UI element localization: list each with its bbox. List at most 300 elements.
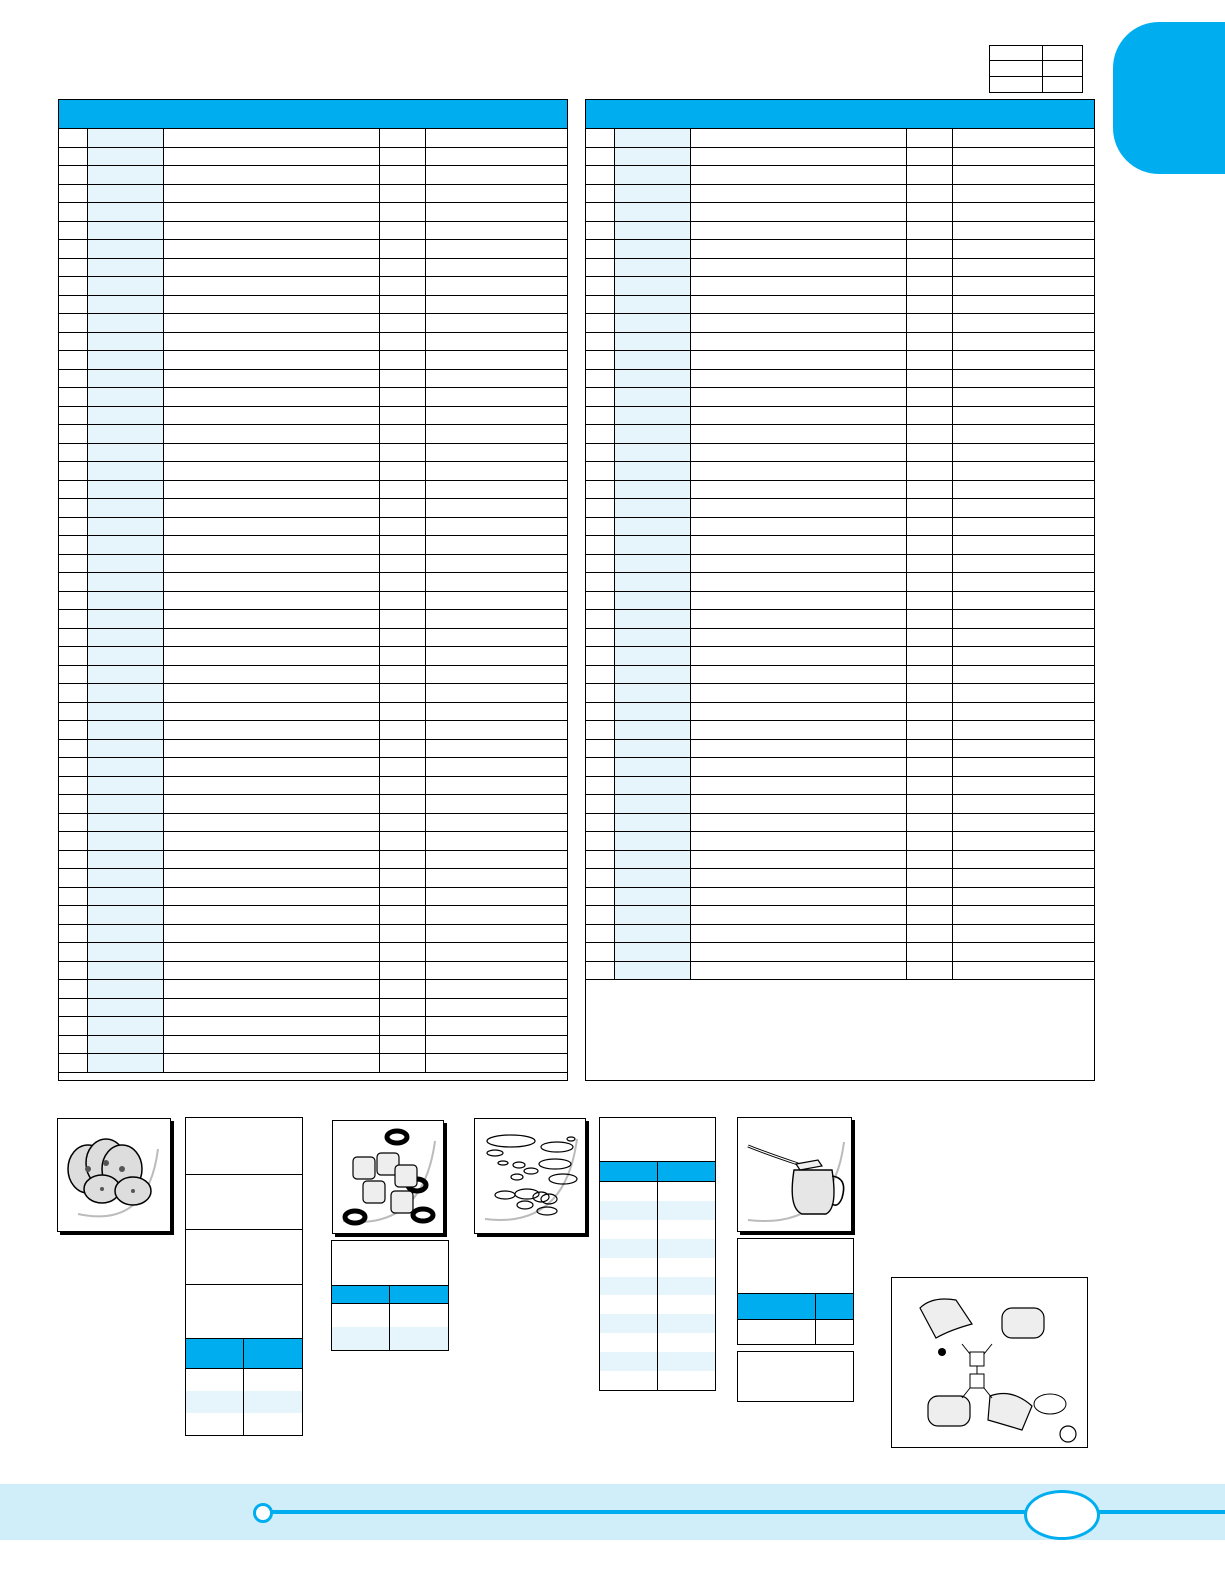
parts-cell [426, 518, 566, 536]
parts-cell [586, 740, 615, 758]
parts-cell [380, 721, 426, 739]
parts-row [59, 906, 567, 925]
parts-cell [88, 629, 164, 647]
parts-cell [59, 943, 88, 961]
parts-row [59, 277, 567, 296]
parts-cell [953, 314, 1093, 332]
parts-cell [615, 129, 691, 147]
parts-cell [164, 832, 380, 850]
parts-row [59, 925, 567, 944]
parts-cell [164, 388, 380, 406]
parts-cell [426, 684, 566, 702]
parts-cell [59, 222, 88, 240]
parts-cell [691, 240, 907, 258]
kit-table-cell [600, 1295, 658, 1314]
parts-cell [380, 740, 426, 758]
parts-cell [59, 1036, 88, 1054]
parts-cell [691, 185, 907, 203]
parts-cell [380, 795, 426, 813]
kit-table-cell [600, 1333, 658, 1352]
kit-table-header [816, 1294, 853, 1320]
parts-cell [615, 684, 691, 702]
parts-row [59, 499, 567, 518]
kit-cell [186, 1230, 302, 1285]
parts-cell [586, 425, 615, 443]
parts-cell [426, 425, 566, 443]
parts-cell [615, 481, 691, 499]
parts-cell [88, 259, 164, 277]
parts-row [59, 407, 567, 426]
parts-row [59, 296, 567, 315]
parts-cell [586, 351, 615, 369]
parts-cell [164, 758, 380, 776]
parts-cell [907, 370, 953, 388]
parts-cell [380, 166, 426, 184]
parts-cell [586, 703, 615, 721]
parts-cell [88, 1017, 164, 1035]
parts-cell [953, 647, 1093, 665]
parts-cell [907, 185, 953, 203]
parts-cell [164, 592, 380, 610]
parts-row [586, 666, 1094, 685]
parts-cell [88, 1036, 164, 1054]
parts-row [586, 906, 1094, 925]
parts-row [586, 592, 1094, 611]
parts-row [59, 610, 567, 629]
parts-cell [164, 555, 380, 573]
parts-cell [586, 925, 615, 943]
parts-cell [380, 592, 426, 610]
parts-row [586, 185, 1094, 204]
parts-cell [953, 462, 1093, 480]
kit-table-cell [244, 1369, 302, 1391]
parts-row [586, 518, 1094, 537]
parts-cell [615, 962, 691, 980]
parts-cell [907, 222, 953, 240]
parts-cell [586, 444, 615, 462]
parts-cell [164, 888, 380, 906]
parts-cell [380, 943, 426, 961]
parts-cell [59, 203, 88, 221]
parts-cell [586, 203, 615, 221]
parts-cell [615, 314, 691, 332]
parts-cell [88, 573, 164, 591]
parts-cell [380, 629, 426, 647]
parts-cell [380, 684, 426, 702]
parts-cell [691, 277, 907, 295]
parts-cell [691, 684, 907, 702]
parts-cell [586, 314, 615, 332]
parts-row [586, 499, 1094, 518]
parts-cell [691, 462, 907, 480]
parts-cell [59, 999, 88, 1017]
kit-table-cell [658, 1352, 715, 1371]
parts-cell [164, 1017, 380, 1035]
parts-cell [426, 721, 566, 739]
parts-cell [953, 851, 1093, 869]
parts-cell [586, 647, 615, 665]
o-rings-photo [474, 1118, 586, 1234]
parts-cell [615, 407, 691, 425]
parts-cell [953, 185, 1093, 203]
parts-cell [586, 333, 615, 351]
parts-cell [907, 740, 953, 758]
parts-cell [59, 351, 88, 369]
parts-cell [586, 684, 615, 702]
parts-cell [907, 462, 953, 480]
parts-cell [164, 499, 380, 517]
parts-cell [380, 962, 426, 980]
parts-cell [380, 573, 426, 591]
parts-row [59, 185, 567, 204]
parts-cell [615, 240, 691, 258]
parts-cell [691, 222, 907, 240]
parts-cell [426, 536, 566, 554]
parts-cell [380, 222, 426, 240]
kit-cell [600, 1118, 715, 1162]
parts-row [586, 148, 1094, 167]
parts-cell [88, 203, 164, 221]
parts-cell [907, 148, 953, 166]
parts-cell [691, 129, 907, 147]
parts-cell [59, 407, 88, 425]
parts-cell [615, 777, 691, 795]
parts-cell [88, 832, 164, 850]
parts-row [59, 795, 567, 814]
parts-cell [88, 388, 164, 406]
parts-cell [59, 647, 88, 665]
parts-cell [953, 407, 1093, 425]
parts-row [59, 721, 567, 740]
parts-cell [907, 962, 953, 980]
parts-cell [907, 518, 953, 536]
parts-cell [907, 296, 953, 314]
parts-cell [586, 851, 615, 869]
parts-cell [953, 721, 1093, 739]
parts-cell [615, 185, 691, 203]
parts-cell [586, 370, 615, 388]
parts-cell [380, 370, 426, 388]
parts-cell [615, 444, 691, 462]
kit-table-cell [600, 1277, 658, 1296]
parts-cell [164, 851, 380, 869]
parts-cell [691, 148, 907, 166]
parts-cell [586, 481, 615, 499]
parts-cell [59, 814, 88, 832]
parts-row [59, 518, 567, 537]
parts-cell [88, 777, 164, 795]
parts-cell [164, 518, 380, 536]
parts-cell [615, 333, 691, 351]
parts-cell [88, 425, 164, 443]
parts-cell [88, 684, 164, 702]
parts-cell [88, 555, 164, 573]
parts-cell [426, 1054, 566, 1072]
parts-cell [691, 888, 907, 906]
parts-row [59, 333, 567, 352]
parts-cell [953, 296, 1093, 314]
parts-cell [691, 351, 907, 369]
parts-row [586, 925, 1094, 944]
parts-cell [426, 240, 566, 258]
parts-row [586, 943, 1094, 962]
parts-row [59, 703, 567, 722]
parts-cell [59, 444, 88, 462]
parts-cell [691, 259, 907, 277]
parts-cell [426, 795, 566, 813]
parts-row [59, 462, 567, 481]
kit-table-cell [332, 1327, 390, 1350]
mini-cell [990, 46, 1043, 61]
kit-table-cell [600, 1314, 658, 1333]
parts-cell [907, 277, 953, 295]
parts-cell [953, 684, 1093, 702]
parts-cell [586, 906, 615, 924]
mini-cell [990, 61, 1043, 76]
parts-cell [164, 222, 380, 240]
parts-cell [380, 555, 426, 573]
parts-cell [615, 296, 691, 314]
parts-cell [380, 647, 426, 665]
parts-cell [164, 795, 380, 813]
parts-cell [953, 518, 1093, 536]
parts-cell [380, 610, 426, 628]
parts-cell [586, 721, 615, 739]
parts-row [586, 888, 1094, 907]
parts-cell [615, 925, 691, 943]
parts-cell [59, 240, 88, 258]
kit-table-cell [658, 1258, 715, 1277]
parts-cell [615, 166, 691, 184]
parts-cell [586, 407, 615, 425]
parts-cell [88, 592, 164, 610]
parts-cell [164, 980, 380, 998]
parts-row [59, 629, 567, 648]
parts-cell [164, 610, 380, 628]
parts-cell [907, 629, 953, 647]
parts-cell [426, 129, 566, 147]
parts-cell [953, 129, 1093, 147]
parts-cell [615, 499, 691, 517]
parts-row [59, 758, 567, 777]
parts-cell [691, 499, 907, 517]
kit-table-cell [658, 1201, 715, 1220]
parts-row [586, 444, 1094, 463]
kit-table-cell [186, 1413, 244, 1435]
parts-cell [426, 980, 566, 998]
parts-cell [59, 166, 88, 184]
parts-cell [88, 185, 164, 203]
parts-cell [691, 518, 907, 536]
parts-cell [586, 888, 615, 906]
parts-row [586, 647, 1094, 666]
parts-cell [88, 888, 164, 906]
parts-cell [59, 462, 88, 480]
kit-table-cell [600, 1182, 658, 1201]
parts-cell [426, 610, 566, 628]
kit-table-cell [600, 1220, 658, 1239]
parts-cell [88, 869, 164, 887]
parts-row [59, 259, 567, 278]
parts-cell [380, 518, 426, 536]
parts-cell [59, 388, 88, 406]
parts-cell [164, 462, 380, 480]
parts-row [586, 777, 1094, 796]
parts-cell [380, 185, 426, 203]
parts-cell [953, 536, 1093, 554]
parts-list-right [585, 99, 1095, 1081]
parts-cell [615, 721, 691, 739]
parts-cell [907, 425, 953, 443]
parts-cell [615, 703, 691, 721]
parts-cell [426, 814, 566, 832]
parts-cell [953, 869, 1093, 887]
parts-cell [380, 499, 426, 517]
parts-cell [380, 925, 426, 943]
parts-list-left-rows [59, 129, 567, 1073]
parts-cell [691, 481, 907, 499]
parts-cell [907, 925, 953, 943]
parts-cell [59, 925, 88, 943]
parts-cell [59, 296, 88, 314]
parts-cell [59, 888, 88, 906]
parts-row [59, 999, 567, 1018]
parts-cell [426, 832, 566, 850]
parts-cell [88, 925, 164, 943]
parts-cell [426, 277, 566, 295]
parts-cell [88, 1054, 164, 1072]
parts-cell [88, 758, 164, 776]
parts-cell [907, 388, 953, 406]
parts-cell [88, 980, 164, 998]
parts-cell [426, 573, 566, 591]
parts-cell [691, 740, 907, 758]
kit-table-header [186, 1339, 244, 1369]
parts-cell [953, 703, 1093, 721]
parts-row [586, 869, 1094, 888]
parts-row [586, 240, 1094, 259]
parts-cell [691, 314, 907, 332]
parts-cell [380, 1017, 426, 1035]
parts-cell [88, 148, 164, 166]
parts-cell [907, 832, 953, 850]
parts-cell [426, 1017, 566, 1035]
parts-cell [59, 684, 88, 702]
parts-cell [164, 148, 380, 166]
kit-table-header [600, 1162, 658, 1182]
parts-cell [426, 666, 566, 684]
valve-assemblies-photo [332, 1120, 444, 1234]
parts-row [586, 462, 1094, 481]
parts-cell [164, 203, 380, 221]
kit-table-cell [244, 1391, 302, 1413]
parts-cell [953, 740, 1093, 758]
parts-row [586, 277, 1094, 296]
parts-cell [953, 555, 1093, 573]
parts-list-left [58, 99, 568, 1081]
parts-row [59, 869, 567, 888]
kit-table-cell [332, 1304, 390, 1327]
parts-cell [426, 407, 566, 425]
parts-cell [88, 851, 164, 869]
parts-cell [88, 444, 164, 462]
parts-row [59, 148, 567, 167]
parts-cell [88, 906, 164, 924]
parts-cell [953, 906, 1093, 924]
parts-cell [691, 721, 907, 739]
parts-cell [164, 869, 380, 887]
parts-cell [953, 943, 1093, 961]
parts-cell [59, 129, 88, 147]
kit-table-cell [600, 1201, 658, 1220]
parts-cell [953, 370, 1093, 388]
parts-cell [164, 666, 380, 684]
parts-row [586, 740, 1094, 759]
parts-cell [59, 370, 88, 388]
mini-cell [1043, 61, 1082, 76]
parts-cell [426, 314, 566, 332]
parts-cell [691, 814, 907, 832]
parts-cell [88, 610, 164, 628]
parts-cell [586, 943, 615, 961]
parts-cell [691, 758, 907, 776]
parts-cell [59, 536, 88, 554]
parts-cell [953, 277, 1093, 295]
parts-cell [586, 240, 615, 258]
parts-cell [380, 296, 426, 314]
parts-row [59, 314, 567, 333]
parts-cell [615, 203, 691, 221]
parts-cell [907, 721, 953, 739]
parts-cell [615, 518, 691, 536]
kit-table-header [658, 1162, 715, 1182]
parts-cell [426, 925, 566, 943]
parts-cell [953, 203, 1093, 221]
parts-row [59, 980, 567, 999]
parts-row [586, 703, 1094, 722]
parts-cell [380, 444, 426, 462]
parts-cell [953, 888, 1093, 906]
parts-cell [426, 148, 566, 166]
parts-cell [164, 777, 380, 795]
kit-cell [738, 1239, 853, 1294]
parts-cell [691, 166, 907, 184]
parts-cell [59, 518, 88, 536]
parts-cell [615, 832, 691, 850]
parts-list-right-header [586, 100, 1094, 129]
o-ring-icon [475, 1119, 586, 1234]
parts-row [59, 1017, 567, 1036]
parts-cell [164, 647, 380, 665]
parts-cell [691, 925, 907, 943]
parts-cell [586, 166, 615, 184]
parts-cell [586, 573, 615, 591]
parts-cell [691, 610, 907, 628]
parts-row [59, 666, 567, 685]
parts-cell [953, 795, 1093, 813]
oil-photo [737, 1117, 852, 1232]
parts-cell [88, 536, 164, 554]
parts-cell [953, 333, 1093, 351]
parts-cell [615, 388, 691, 406]
parts-cell [615, 888, 691, 906]
parts-cell [164, 259, 380, 277]
parts-cell [426, 203, 566, 221]
parts-cell [615, 148, 691, 166]
parts-cell [586, 777, 615, 795]
parts-cell [59, 740, 88, 758]
parts-cell [164, 536, 380, 554]
